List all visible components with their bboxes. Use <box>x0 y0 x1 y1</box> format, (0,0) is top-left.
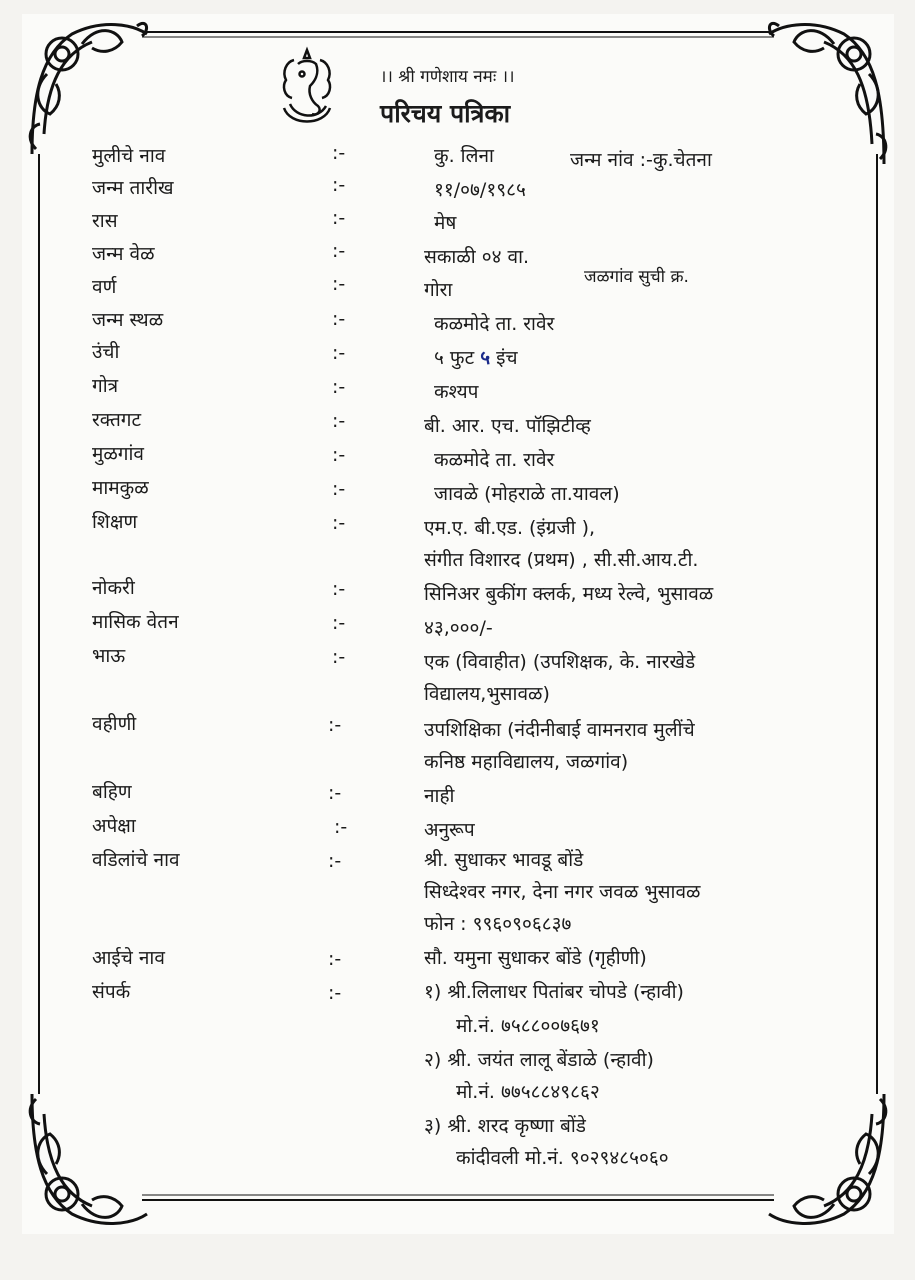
label-education: शिक्षण <box>92 511 138 533</box>
separator: :- <box>328 782 342 804</box>
label-birth-time: जन्म वेळ <box>92 243 155 265</box>
value-sister-in-law: उपशिक्षिका (नंदीनीबाई वामनराव मुलींचे <box>424 719 695 741</box>
value-job: सिनिअर बुकींग क्लर्क, मध्य रेल्वे, भुसावळ <box>424 583 714 605</box>
label-maternal-family: मामकुळ <box>92 477 149 499</box>
separator: :- <box>332 444 346 466</box>
handwritten-inch-value: ५ <box>480 347 491 369</box>
document-page <box>22 14 894 1234</box>
label-height: उंची <box>92 341 120 363</box>
value-maternal-family: जावळे (मोहराळे ता.यावल) <box>434 483 620 505</box>
label-job: नोकरी <box>92 577 135 599</box>
separator: :- <box>334 816 348 838</box>
value-birth-place: कळमोदे ता. रावेर <box>434 313 555 335</box>
contact-1-name: १) श्री.लिलाधर पितांबर चोपडे (न्हावी) <box>424 981 684 1003</box>
label-blood-group: रक्तगट <box>92 409 142 431</box>
separator: :- <box>332 342 346 364</box>
label-gotra: गोत्र <box>92 375 119 397</box>
value-jalgaon-list-no: जळगांव सुची क्र. <box>584 267 689 287</box>
label-birth-date: जन्म तारीख <box>92 177 174 199</box>
label-sister-in-law: वहीणी <box>92 713 137 735</box>
invocation-text: ।। श्री गणेशाय नमः ।। <box>380 67 515 87</box>
value-mother-name: सौ. यमुना सुधाकर बोंडे (गृहीणी) <box>424 947 647 969</box>
separator: :- <box>332 142 346 164</box>
separator: :- <box>328 714 342 736</box>
value-gotra: कश्यप <box>434 381 479 403</box>
contact-2-name: २) श्री. जयंत लालू बेंडाळे (न्हावी) <box>424 1049 654 1071</box>
contact-3-name: ३) श्री. शरद कृष्णा बोंडे <box>424 1115 586 1137</box>
value-sister: नाही <box>424 785 455 807</box>
corner-ornament-bottom-left <box>22 1084 152 1234</box>
label-girl-name: मुलीचे नाव <box>92 145 166 167</box>
contact-2-phone: मो.नं. ७७५८८४९८६२ <box>456 1081 600 1103</box>
label-father-name: वडिलांचे नाव <box>92 849 180 871</box>
value-father-name: श्री. सुधाकर भावडू बोंडे <box>424 849 584 871</box>
separator: :- <box>332 578 346 600</box>
value-education-line2: संगीत विशारद (प्रथम) , सी.सी.आय.टी. <box>424 549 699 571</box>
label-native-village: मुळगांव <box>92 443 144 465</box>
separator: :- <box>332 410 346 432</box>
separator: :- <box>328 948 342 970</box>
separator: :- <box>328 982 342 1004</box>
value-birth-name: जन्म नांव :-कु.चेतना <box>570 149 712 171</box>
value-monthly-salary: ४३,०००/- <box>424 617 493 639</box>
separator: :- <box>332 376 346 398</box>
separator: :- <box>332 273 346 295</box>
value-father-address: सिध्देश्वर नगर, देना नगर जवळ भुसावळ <box>424 881 701 903</box>
value-height: ५ फुट ५ इंच <box>434 347 518 369</box>
contact-1-phone: मो.नं. ७५८८००७६७१ <box>456 1015 600 1037</box>
label-complexion: वर्ण <box>92 276 117 298</box>
label-rashi: रास <box>92 210 118 232</box>
ganesha-icon <box>272 44 342 126</box>
contact-3-phone: कांदीवली मो.नं. ९०२९४८५०६० <box>456 1147 669 1169</box>
value-native-village: कळमोदे ता. रावेर <box>434 449 555 471</box>
label-expectation: अपेक्षा <box>92 815 136 837</box>
label-sister: बहिण <box>92 781 132 803</box>
separator: :- <box>332 240 346 262</box>
value-expectation: अनुरूप <box>424 819 475 841</box>
value-brother: एक (विवाहीत) (उपशिक्षक, के. नारखेडे <box>424 651 696 673</box>
value-father-phone: फोन : ९९६०९०६८३७ <box>424 913 572 935</box>
value-brother-line2: विद्यालय,भुसावळ) <box>424 683 550 705</box>
corner-ornament-top-right <box>764 14 894 174</box>
value-birth-date: ११/०७/१९८५ <box>434 179 526 201</box>
separator: :- <box>332 308 346 330</box>
value-rashi: मेष <box>434 212 457 234</box>
separator: :- <box>332 207 346 229</box>
separator: :- <box>332 612 346 634</box>
corner-ornament-bottom-right <box>764 1084 894 1234</box>
separator: :- <box>332 478 346 500</box>
value-education: एम.ए. बी.एड. (इंग्रजी ), <box>424 517 596 539</box>
value-complexion: गोरा <box>424 279 453 301</box>
separator: :- <box>328 850 342 872</box>
separator: :- <box>332 512 346 534</box>
value-blood-group: बी. आर. एच. पॉझिटीव्ह <box>424 415 591 437</box>
page-title: परिचय पत्रिका <box>380 99 511 128</box>
label-mother-name: आईचे नाव <box>92 947 165 969</box>
label-birth-place: जन्म स्थळ <box>92 309 164 331</box>
value-girl-name: कु. लिना <box>434 145 494 167</box>
label-monthly-salary: मासिक वेतन <box>92 611 179 633</box>
separator: :- <box>332 174 346 196</box>
separator: :- <box>332 646 346 668</box>
value-sister-in-law-line2: कनिष्ठ महाविद्यालय, जळगांव) <box>424 751 629 773</box>
label-contact: संपर्क <box>92 981 131 1003</box>
corner-ornament-top-left <box>22 14 152 159</box>
value-birth-time: सकाळी ०४ वा. <box>424 246 530 268</box>
label-brother: भाऊ <box>92 645 126 667</box>
